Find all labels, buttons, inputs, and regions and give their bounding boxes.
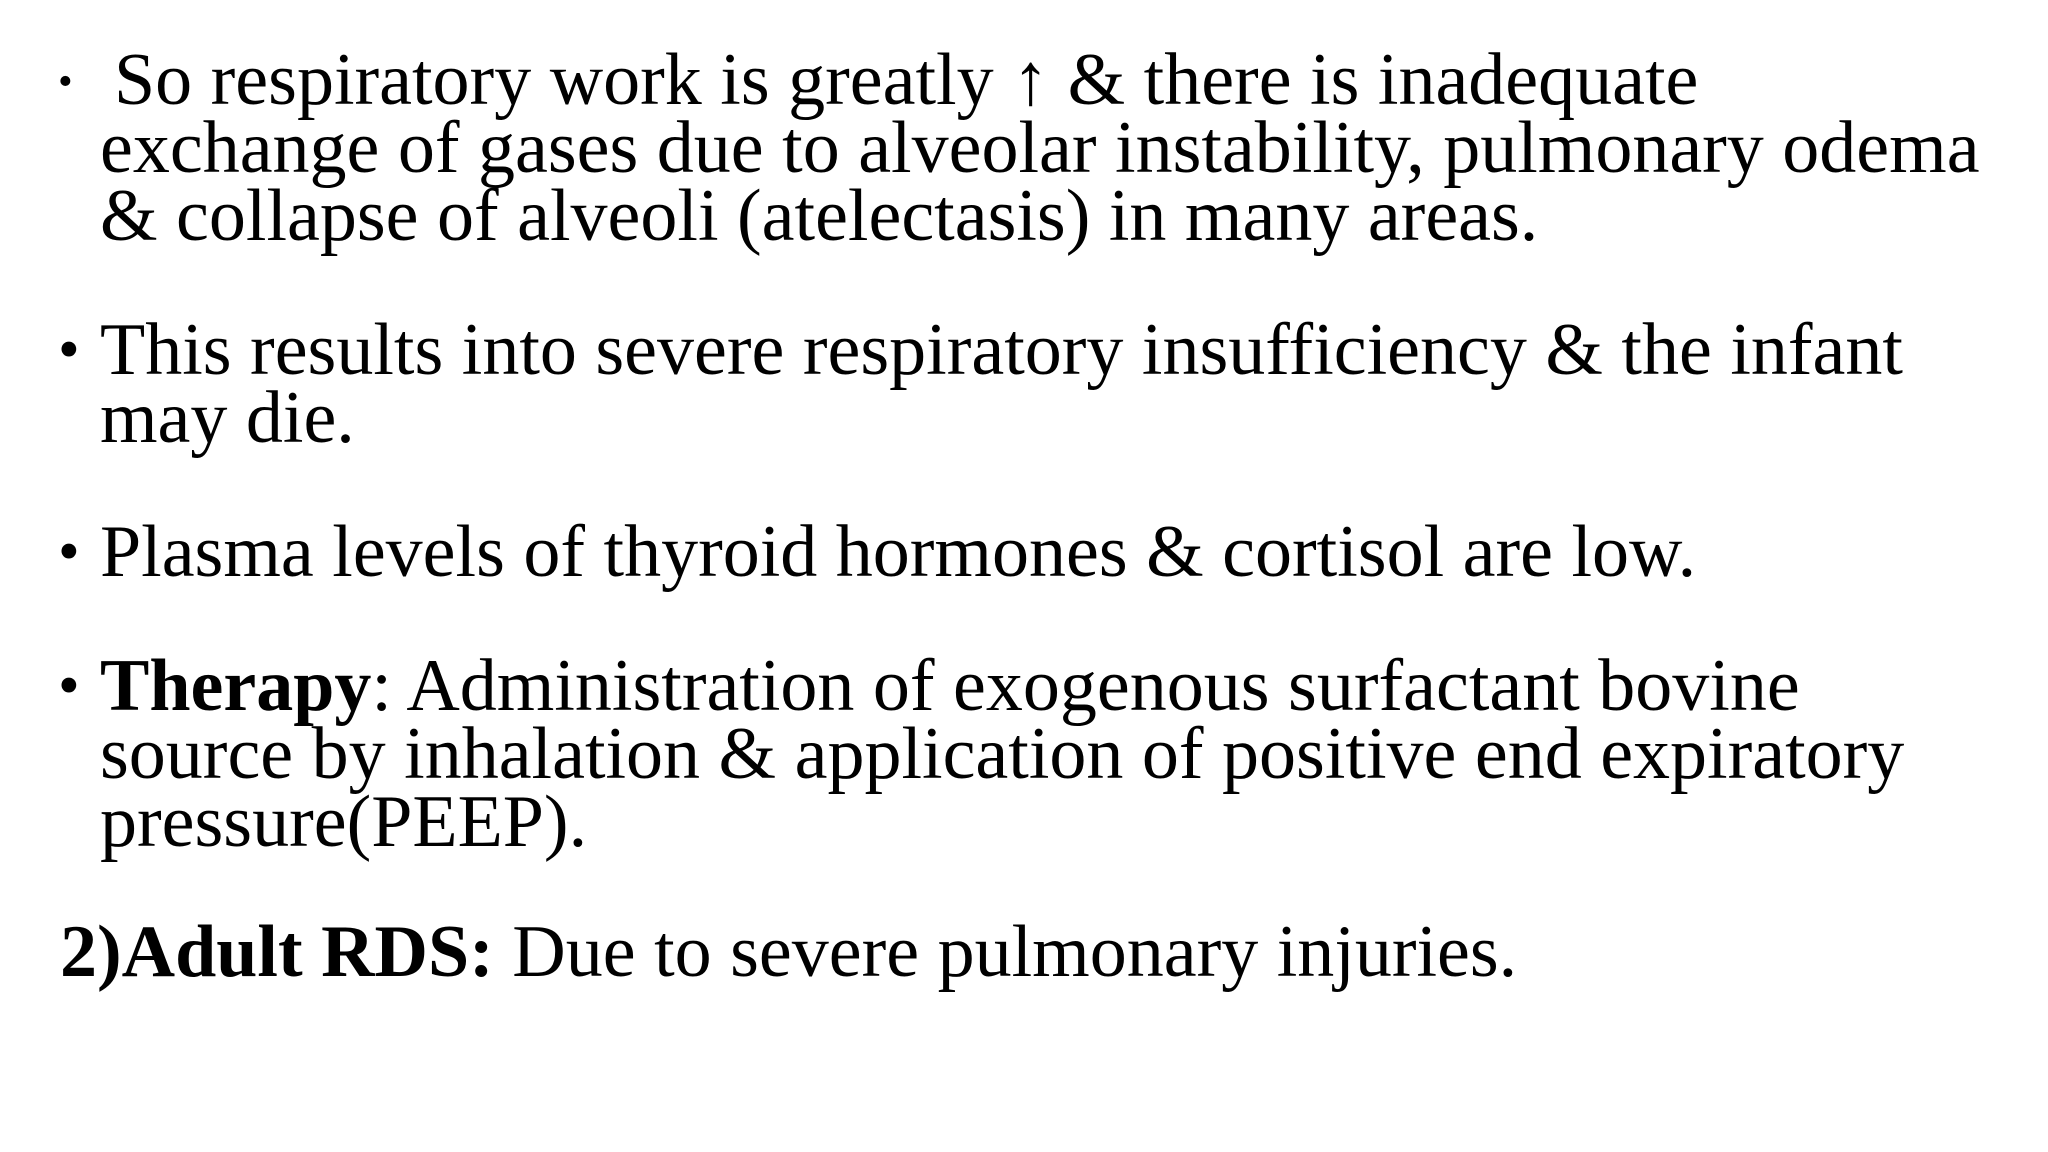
- section-bold-lead: 2)Adult RDS:: [60, 911, 494, 993]
- bullet-text: Plasma levels of thyroid hormones & cortisol are low.: [100, 511, 1697, 593]
- section-adult-rds: [60, 911, 1960, 993]
- bullet-item-therapy: [58, 645, 1980, 863]
- bullet-dot: •: [58, 518, 80, 586]
- bullet-item-respiratory-insufficiency: [58, 309, 1980, 459]
- bullet-text: This results into severe respiratory insufficiency & the infant may die.: [100, 309, 1903, 459]
- section-text: Due to severe pulmonary injuries.: [493, 911, 1518, 993]
- bullet-item-plasma-levels: [58, 511, 1980, 593]
- bullet-dot: •: [58, 59, 73, 105]
- bullet-text: So respiratory work is greatly ↑ & there is inadequate exchange of gases due to alveolar instability, pulmonary odema & collapse of alveoli (atelectasis) in many areas.: [100, 39, 1980, 257]
- bullet-dot: •: [58, 316, 80, 384]
- bullet-bold-lead: Therapy: [100, 645, 372, 727]
- bullet-dot: •: [58, 652, 80, 720]
- bullet-item-respiratory-work: [58, 39, 1980, 257]
- bullet-text: : Administration of exogenous surfactant bovine source by inhalation & application of positive end expiratory pressure(PEEP).: [100, 645, 1905, 863]
